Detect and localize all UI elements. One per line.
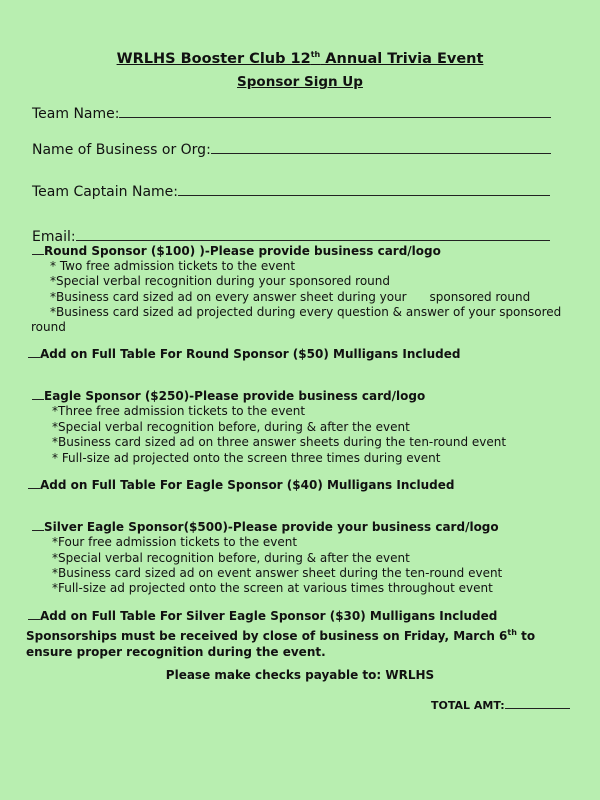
total-amount-field[interactable] [431,697,570,712]
silver-addon-blank[interactable] [28,609,40,620]
checks-payable-note: Please make checks payable to: WRLHS [165,668,435,682]
round-addon-blank[interactable] [28,347,40,358]
round-addon: Add on Full Table For Round Sponsor ($50) Mulligans Included [28,347,460,361]
silver-bullet: *Business card sized ad on event answer sheet during the ten-round event [52,566,503,580]
round-bullet: round [31,320,66,334]
round-bullet: *Business card sized ad projected during every question & answer of your sponsored [50,305,562,319]
deadline-note: Sponsorships must be received by close of business on Friday, March 6th to ensure proper recognition during the event. [26,628,536,659]
silver-bullet: *Full-size ad projected onto the screen at various times throughout event [52,581,493,595]
eagle-bullet: * Full-size ad projected onto the screen three times during event [52,451,441,465]
business-field[interactable] [32,139,551,158]
eagle-bullet: *Special verbal recognition before, during & after the event [52,420,410,434]
round-sponsor-heading: Round Sponsor ($100) )-Please provide business card/logo [32,244,441,258]
eagle-addon-blank[interactable] [28,478,40,489]
email-label: Email: [32,229,76,245]
round-bullet: *Special verbal recognition during your sponsored round [50,274,390,288]
eagle-checkbox-blank[interactable] [32,389,44,400]
business-label: Name of Business or Org: [32,142,211,158]
captain-line[interactable] [178,181,550,196]
silver-sponsor-heading: Silver Eagle Sponsor($500)-Please provide your business card/logo [32,520,499,534]
total-amount-label: TOTAL AMT: [431,699,505,712]
total-amount-line[interactable] [505,697,570,709]
silver-bullet: *Four free admission tickets to the event [52,535,298,549]
silver-bullet: *Special verbal recognition before, during & after the event [52,551,410,565]
captain-field[interactable] [32,181,550,200]
page-title: WRLHS Booster Club 12th Annual Trivia Event [116,50,484,67]
eagle-addon: Add on Full Table For Eagle Sponsor ($40) Mulligans Included [28,478,454,492]
silver-checkbox-blank[interactable] [32,520,44,531]
round-checkbox-blank[interactable] [32,244,44,255]
round-bullet: *Business card sized ad on every answer sheet during your sponsored round [50,290,531,304]
email-field[interactable] [32,226,550,245]
captain-label: Team Captain Name: [32,184,178,200]
eagle-bullet: *Three free admission tickets to the event [52,404,306,418]
business-line[interactable] [211,139,551,154]
round-bullet: * Two free admission tickets to the event [50,259,296,273]
eagle-sponsor-heading: Eagle Sponsor ($250)-Please provide business card/logo [32,389,425,403]
silver-addon: Add on Full Table For Silver Eagle Sponsor ($30) Mulligans Included [28,609,497,623]
page-subtitle: Sponsor Sign Up [237,74,363,90]
team-name-line[interactable] [119,103,551,118]
email-line[interactable] [76,226,550,241]
team-name-field[interactable] [32,103,551,122]
eagle-bullet: *Business card sized ad on three answer sheets during the ten-round event [52,435,507,449]
team-name-label: Team Name: [32,106,120,122]
